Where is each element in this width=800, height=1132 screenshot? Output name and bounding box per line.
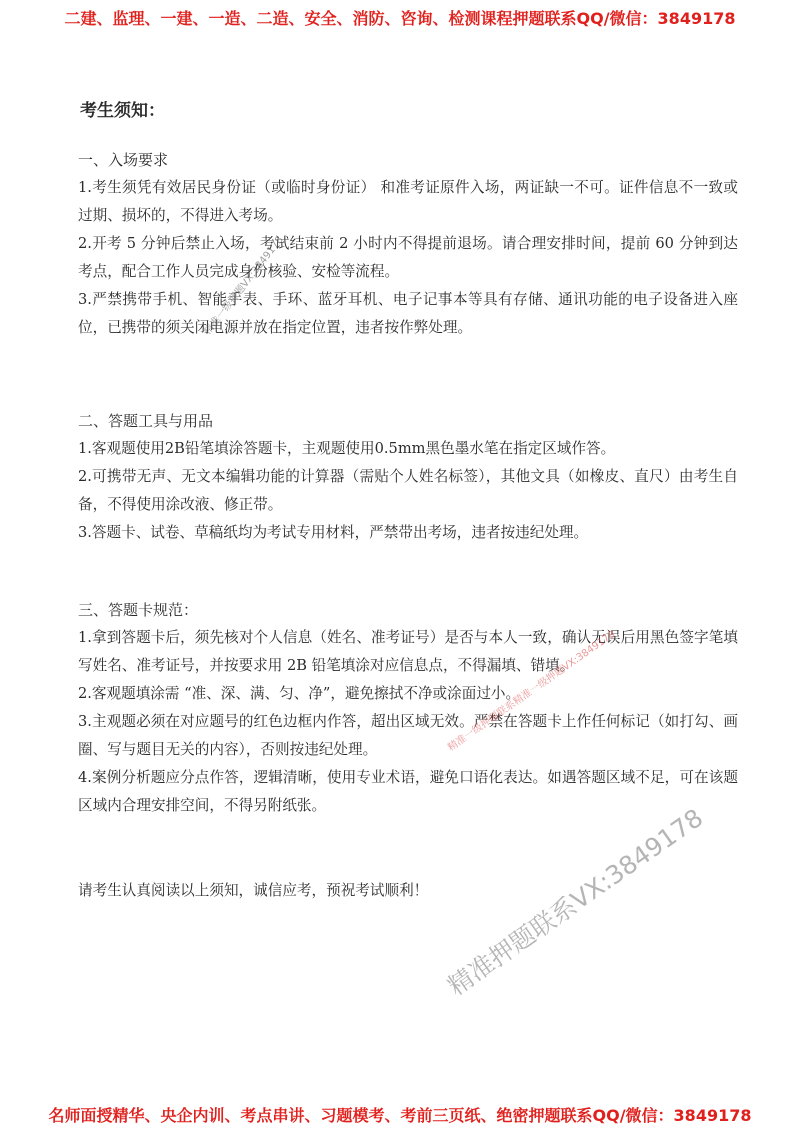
list-item: 3.答题卡、试卷、草稿纸均为考试专用材料，严禁带出考场，违者按违纪处理。 (78, 524, 589, 541)
list-item: 3.严禁携带手机、智能手表、手环、蓝牙耳机、电子记事本等具有存储、通讯功能的电子设备进入座位，已携带的须关闭电源并放在指定位置，违者按作弊处理。 (78, 291, 738, 336)
list-item: 2.开考 5 分钟后禁止入场，考试结束前 2 小时内不得提前退场。请合理安排时间，提前 60 分钟到达考点，配合工作人员完成身份核验、安检等流程。 (78, 235, 738, 280)
section-heading: 一、入场要求 (78, 151, 169, 169)
section-answer-sheet-rules (78, 596, 738, 820)
list-item: 2.客观题填涂需 “准、深、满、匀、净”，避免擦拭不净或涂面过小。 (78, 685, 521, 702)
list-item: 2.可携带无声、无文本编辑功能的计算器（需贴个人姓名标签），其他文具（如橡皮、直尺）由考生自备，不得使用涂改液、修正带。 (78, 468, 738, 513)
list-item: 1.拿到答题卡后，须先核对个人信息（姓名、准考证号）是否与本人一致，确认无误后用黑色签字笔填写姓名、准考证号，并按要求用 2B 铅笔填涂对应信息点，不得漏填、错填。 (78, 629, 738, 674)
page-title: 考生须知： (80, 101, 165, 121)
header-banner: 二建、监理、一建、一造、二造、安全、消防、咨询、检测课程押题联系QQ/微信：3849178 (64, 9, 736, 28)
section-answer-tools (78, 407, 738, 547)
footer-banner: 名师面授精华、央企内训、考点串讲、习题模考、考前三页纸、绝密押题联系QQ/微信：3849178 (48, 1106, 752, 1125)
watermark-small-red: 精准一级押题联系精准一级押题VX:3849178 (445, 628, 618, 754)
list-item: 4.案例分析题应分点作答，逻辑清晰，使用专业术语，避免口语化表达。如遇答题区域不足，可在该题区域内合理安排空间，不得另附纸张。 (78, 769, 738, 814)
section-heading: 二、答题工具与用品 (78, 412, 214, 430)
list-item: 1.客观题使用2B铅笔填涂答题卡，主观题使用0.5mm黑色墨水笔在指定区域作答。 (78, 440, 616, 457)
section-entry-requirements (78, 146, 738, 342)
section-heading: 三、答题卡规范： (78, 601, 199, 619)
list-item: 3.主观题必须在对应题号的红色边框内作答，超出区域无效。严禁在答题卡上作任何标记（如打勾、画圈、写与题目无关的内容），否则按违纪处理。 (78, 713, 738, 758)
watermark-large: 精准押题联系VX:3849178 (442, 802, 709, 1002)
watermark-small: 精准一级押题VX:3849178 (202, 234, 286, 338)
closing-note: 请考生认真阅读以上须知，诚信应考，预祝考试顺利！ (78, 882, 429, 899)
list-item: 1.考生须凭有效居民身份证（或临时身份证） 和准考证原件入场，两证缺一不可。证件信息不一致或过期、损坏的，不得进入考场。 (78, 179, 738, 224)
